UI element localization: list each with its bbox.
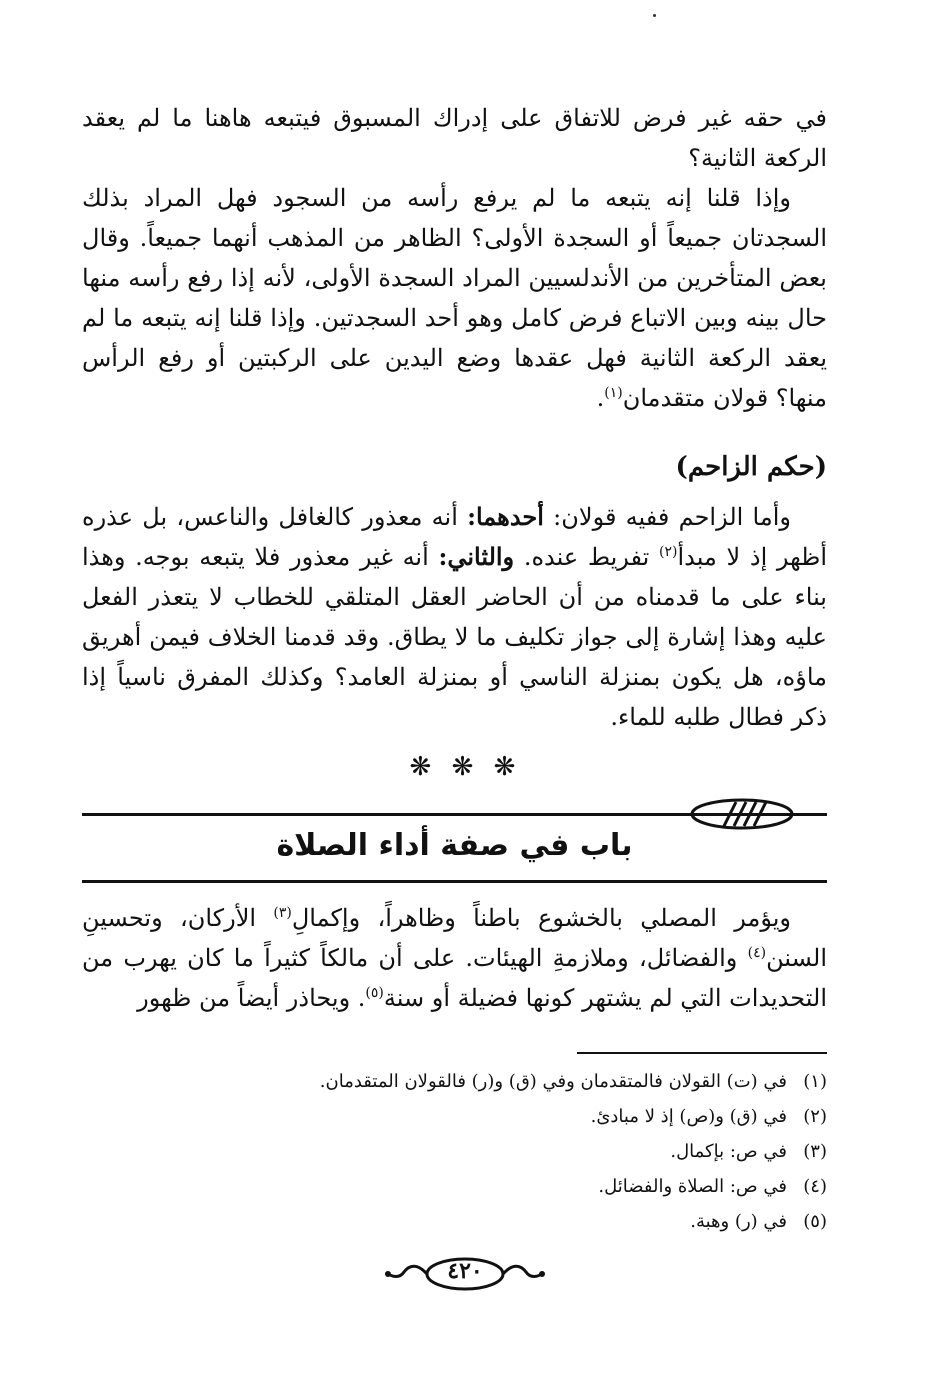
paragraph-2 — [82, 178, 827, 418]
footnotes — [82, 1064, 827, 1239]
footnote-number: (١) — [803, 1071, 827, 1092]
footnote-text: في (ت) القولان فالمتقدمان وفي (ق) و(ر) فالقولان المتقدمان. — [319, 1071, 787, 1092]
footnote-divider — [577, 1052, 827, 1054]
sifat-text-d: . ويحاذر أيضاً من ظهور — [137, 984, 366, 1012]
page-number-frame — [380, 1254, 550, 1294]
footnote-ref-2[interactable]: (٢) — [659, 544, 678, 560]
footnote-2 — [82, 1099, 827, 1134]
footnote-number: (٢) — [803, 1106, 827, 1127]
footnote-text: في ص: بإكمال. — [670, 1141, 787, 1162]
zahim-intro: وأما الزاحم ففيه قولان: — [553, 503, 791, 531]
section-heading: (حكم الزاحم) — [675, 452, 827, 482]
footnote-1 — [82, 1064, 827, 1099]
footnote-ref-3[interactable]: (٣) — [273, 905, 292, 921]
page-number: ٤٢٠ — [447, 1258, 483, 1284]
chapter-title: باب في صفة أداء الصلاة — [276, 828, 633, 863]
paragraph-2-text: وإذا قلنا إنه يتبعه ما لم يرفع رأسه من السجود فهل المراد بذلك السجدتان جميعاً أو السجدة الأولى؟ الظاهر من المذهب أنهما جميعاً. وقال بعض المتأخرين من الأندلسيين المراد السجدة الأولى، لأنه إذا رفع رأسه منها حال بينه وبين الاتباع فرض كامل وهو أحد السجدتين. وإذا قلنا إنه يتبعه ما لم يعقد الركعة الثانية فهل عقدها وضع اليدين على الركبتين أو رفع الرأس منها؟ قولان متقدمان — [82, 184, 827, 412]
footnote-text: في (ق) و(ص) إذ لا مبادئ. — [590, 1106, 787, 1127]
scan-speck — [653, 14, 656, 17]
footnote-text: في (ر) وهبة. — [690, 1211, 787, 1232]
paragraph-1: في حقه غير فرض للاتفاق على إدراك المسبوق فيتبعه هاهنا ما لم يعقد الركعة الثانية؟ — [82, 104, 827, 172]
second-opinion-label: والثاني: — [438, 542, 515, 571]
first-opinion-label: أحدهما: — [467, 502, 544, 531]
footnote-number: (٣) — [803, 1141, 827, 1162]
footnote-5 — [82, 1204, 827, 1239]
first-opinion-end: تفريط عنده. — [523, 543, 650, 571]
footnote-ref-4[interactable]: (٤) — [747, 945, 767, 961]
footnote-number: (٥) — [803, 1211, 827, 1232]
section-zahim — [82, 497, 827, 737]
footnote-4 — [82, 1169, 827, 1204]
first-opinion-text: أنه معذور كالغافل والناعس، بل عذره أظهر إذ لا مبدأ — [82, 503, 827, 571]
footnote-ref-1[interactable]: (١) — [604, 385, 623, 401]
chapter-rule-top — [82, 813, 827, 816]
paragraph-2-end: . — [596, 384, 605, 412]
separator-stars: ❋ ❋ ❋ — [409, 752, 522, 782]
footnote-3 — [82, 1134, 827, 1169]
chapter-rule-bottom — [82, 880, 827, 883]
sifat-text-b: الأركان، وتحسينِ السنن — [82, 904, 827, 972]
footnote-ref-5[interactable]: (٥) — [365, 985, 384, 1001]
footnote-text: في ص: الصلاة والفضائل. — [598, 1176, 787, 1197]
second-opinion-text: أنه غير معذور فلا يتبعه بوجه. وهذا بناء على ما قدمناه من أن الحاضر العقل المتلقي للخطاب لا يتعذر الفعل عليه وهذا إشارة إلى جواز تكليف ما لا يطاق. وقد قدمنا الخلاف فيمن أهريق ماؤه، هل يكون بمنزلة الناسي أو بمنزلة العامد؟ وكذلك المفرق ناسياً إذا ذكر فطال طلبه للماء. — [82, 543, 827, 731]
section-continuation — [82, 98, 827, 418]
paragraph-sifat — [82, 898, 827, 1018]
paragraph-zahim — [82, 497, 827, 737]
footnote-number: (٤) — [803, 1176, 827, 1197]
sifat-text-c: والفضائل، وملازمةِ الهيئات. على أن مالكاً كثيراً ما كان يهرب من التحديدات التي لم يشتهر كونها فضيلة أو سنة — [82, 944, 827, 1012]
sifat-text-a: ويؤمر المصلي بالخشوع باطناً وظاهراً، وإكمالِ — [291, 904, 791, 932]
section-sifat-salat — [82, 898, 827, 1018]
